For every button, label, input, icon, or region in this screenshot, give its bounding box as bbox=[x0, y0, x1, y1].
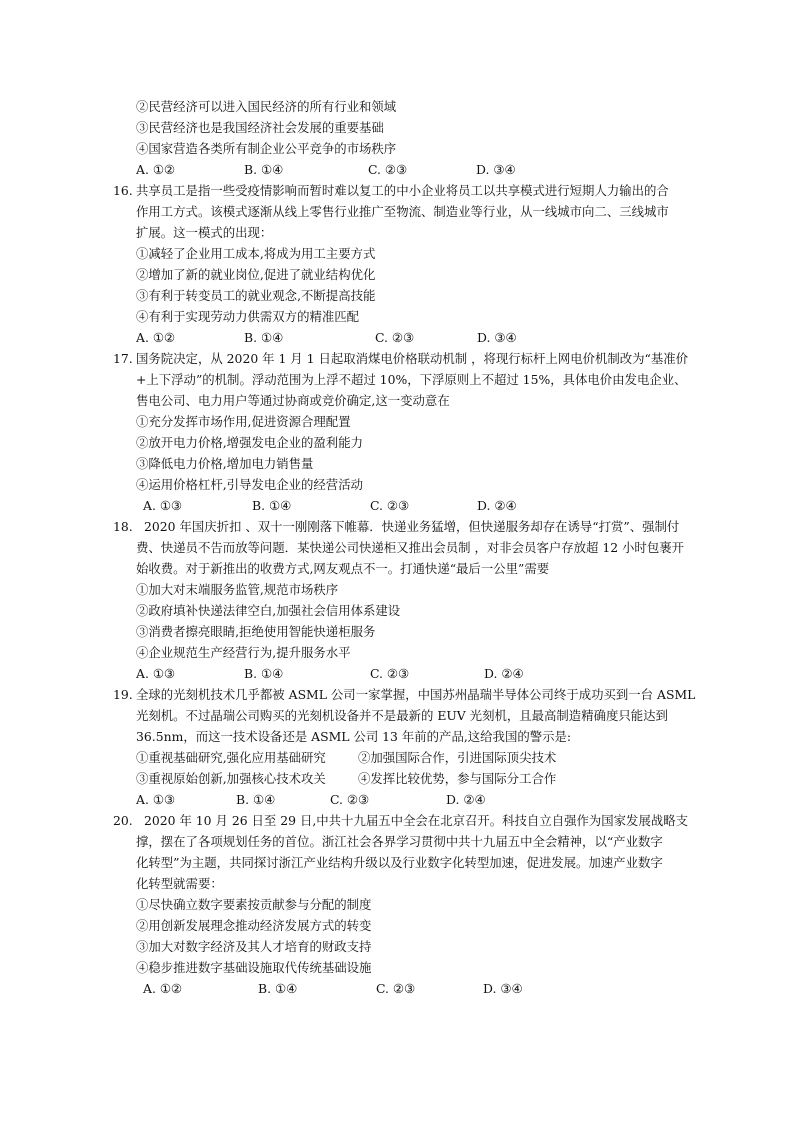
q17-statement-1: ①充分发挥市场作用,促进资源合理配置 bbox=[136, 414, 351, 429]
q18-stem-line-3: 始收费。对于新推出的收费方式,网友观点不一。打通快递“最后一公里”需要 bbox=[136, 561, 550, 576]
q18-statement-3: ③消费者擦亮眼睛,拒绝使用智能快递柜服务 bbox=[136, 624, 376, 639]
q15-statement-2: ②民营经济可以进入国民经济的所有行业和领域 bbox=[136, 99, 397, 114]
q16-option-c: C. ②③ bbox=[375, 330, 415, 345]
q18-option-b: B. ①④ bbox=[244, 666, 284, 681]
q16-option-d: D. ③④ bbox=[477, 330, 517, 345]
q19-statement-3: ③重视原始创新,加强核心技术攻关 bbox=[136, 771, 326, 786]
q15-statement-3: ③民营经济也是我国经济社会发展的重要基础 bbox=[136, 120, 384, 135]
q20-statement-3: ③加大对数字经济及其人才培育的财政支持 bbox=[136, 939, 372, 954]
q16-number: 16. bbox=[113, 183, 133, 198]
q19-statement-1: ①重视基础研究,强化应用基础研究 bbox=[136, 750, 326, 765]
q19-stem-line-1: 全球的光刻机技术几乎都被 ASML 公司一家掌握，中国苏州晶瑞半导体公司终于成功买到一台 ASML bbox=[136, 687, 696, 702]
q17-option-c: C. ②③ bbox=[370, 498, 410, 513]
q16-stem-line-2: 作用工方式。该模式逐渐从线上零售行业推广至物流、制造业等行业，从一线城市向二、三线城市 bbox=[136, 204, 669, 219]
q16-option-a: A. ①② bbox=[136, 330, 176, 345]
q17-statement-2: ②放开电力价格,增强发电企业的盈利能力 bbox=[136, 435, 363, 450]
q18-option-d: D. ②④ bbox=[484, 666, 524, 681]
q18-stem-line-2: 费、快递员不告而放等问题．某快递公司快递柜又推出会员制 ，对非会员客户存放超 12 小时包裹开 bbox=[136, 540, 684, 555]
q17-option-d: D. ②④ bbox=[477, 498, 517, 513]
q19-option-a: A. ①③ bbox=[136, 792, 176, 807]
q20-option-a: A. ①② bbox=[143, 981, 183, 996]
q16-statement-3: ③有利于转变员工的就业观念,不断提高技能 bbox=[136, 288, 376, 303]
q20-statement-2: ②用创新发展理念推动经济发展方式的转变 bbox=[136, 918, 372, 933]
q15-option-b: B. ①④ bbox=[244, 162, 284, 177]
q17-stem-line-3: 售电公司、电力用户等通过协商或竞价确定,这一变动意在 bbox=[136, 393, 450, 408]
q19-statement-2: ②加强国际合作，引进国际顶尖技术 bbox=[358, 750, 557, 765]
q17-stem-line-2: +上下浮动”的机制。浮动范围为上浮不超过 10%，下浮原则上不超过 15%，具体电价由发电企业、 bbox=[136, 372, 687, 387]
q16-stem-line-1: 共享员工是指一些受疫情影响而暂时难以复工的中小企业将员工以共享模式进行短期人力输出的合 bbox=[136, 183, 669, 198]
q20-option-d: D. ③④ bbox=[483, 981, 523, 996]
q17-statement-3: ③降低电力价格,增加电力销售量 bbox=[136, 456, 314, 471]
q19-option-d: D. ②④ bbox=[446, 792, 486, 807]
q20-option-c: C. ②③ bbox=[376, 981, 416, 996]
q18-statement-1: ①加大对末端服务监管,规范市场秩序 bbox=[136, 582, 339, 597]
q15-option-a: A. ①② bbox=[136, 162, 176, 177]
q18-statement-4: ④企业规范生产经营行为,提升服务水平 bbox=[136, 645, 351, 660]
q15-statement-4: ④国家营造各类所有制企业公平竞争的市场秩序 bbox=[136, 141, 397, 156]
q16-statement-4: ④有利于实现劳动力供需双方的精准匹配 bbox=[136, 309, 360, 324]
q18-option-a: A. ①③ bbox=[136, 666, 176, 681]
q18-number: 18. bbox=[113, 519, 133, 534]
q16-stem-line-3: 扩展。这一模式的出现： bbox=[136, 225, 273, 240]
q20-statement-4: ④稳步推进数字基础设施取代传统基础设施 bbox=[136, 960, 372, 975]
q20-stem-line-2: 撑，摆在了各项规划任务的首位。浙江社会各界学习贯彻中共十九届五中全会精神，以“产业数字 bbox=[136, 834, 663, 849]
q20-option-b: B. ①④ bbox=[258, 981, 298, 996]
q19-option-b: B. ①④ bbox=[236, 792, 276, 807]
q20-statement-1: ①尽快确立数字要素按贡献参与分配的制度 bbox=[136, 897, 372, 912]
q19-stem-line-2: 光刻机。不过晶瑞公司购买的光刻机设备并不是最新的 EUV 光刻机，且最高制造精确度只能达到 bbox=[136, 708, 668, 723]
q20-stem-line-3: 化转型”为主题，共同探讨浙江产业结构升级以及行业数字化转型加速，促进发展。加速产业数字 bbox=[136, 855, 663, 870]
q17-number: 17. bbox=[113, 351, 133, 366]
q15-option-d: D. ③④ bbox=[476, 162, 516, 177]
q18-statement-2: ②政府填补快递法律空白,加强社会信用体系建设 bbox=[136, 603, 401, 618]
q17-option-b: B. ①④ bbox=[252, 498, 292, 513]
q20-stem-line-4: 化转型就需要： bbox=[136, 876, 223, 891]
q19-statement-4: ④发挥比较优势，参与国际分工合作 bbox=[358, 771, 557, 786]
q18-option-c: C. ②③ bbox=[370, 666, 410, 681]
q16-option-b: B. ①④ bbox=[244, 330, 284, 345]
q17-stem-line-1: 国务院决定，从 2020 年 1 月 1 日起取消煤电价格联动机制 ，将现行标杆上网电价机制改为“基准价 bbox=[136, 351, 689, 366]
q18-stem-line-1: 2020 年国庆折扣 、双十一刚刚落下帷幕．快递业务猛增，但快递服务却存在诱导“打赏”、强制付 bbox=[144, 519, 680, 534]
q15-option-c: C. ②③ bbox=[368, 162, 408, 177]
q17-statement-4: ④运用价格杠杆,引导发电企业的经营活动 bbox=[136, 477, 363, 492]
q17-option-a: A. ①③ bbox=[143, 498, 183, 513]
q19-option-c: C. ②③ bbox=[330, 792, 370, 807]
q20-number: 20. bbox=[113, 813, 133, 828]
q19-number: 19. bbox=[113, 687, 133, 702]
q19-stem-line-3: 36.5nm，而这一技术设备还是 ASML 公司 13 年前的产品,这给我国的警示是: bbox=[136, 729, 572, 744]
q16-statement-2: ②增加了新的就业岗位,促进了就业结构优化 bbox=[136, 267, 376, 282]
q20-stem-line-1: 2020 年 10 月 26 日至 29 日,中共十九届五中全会在北京召开。科技自立自强作为国家发展战略支 bbox=[144, 813, 689, 828]
q16-statement-1: ①减轻了企业用工成本,将成为用工主要方式 bbox=[136, 246, 376, 261]
